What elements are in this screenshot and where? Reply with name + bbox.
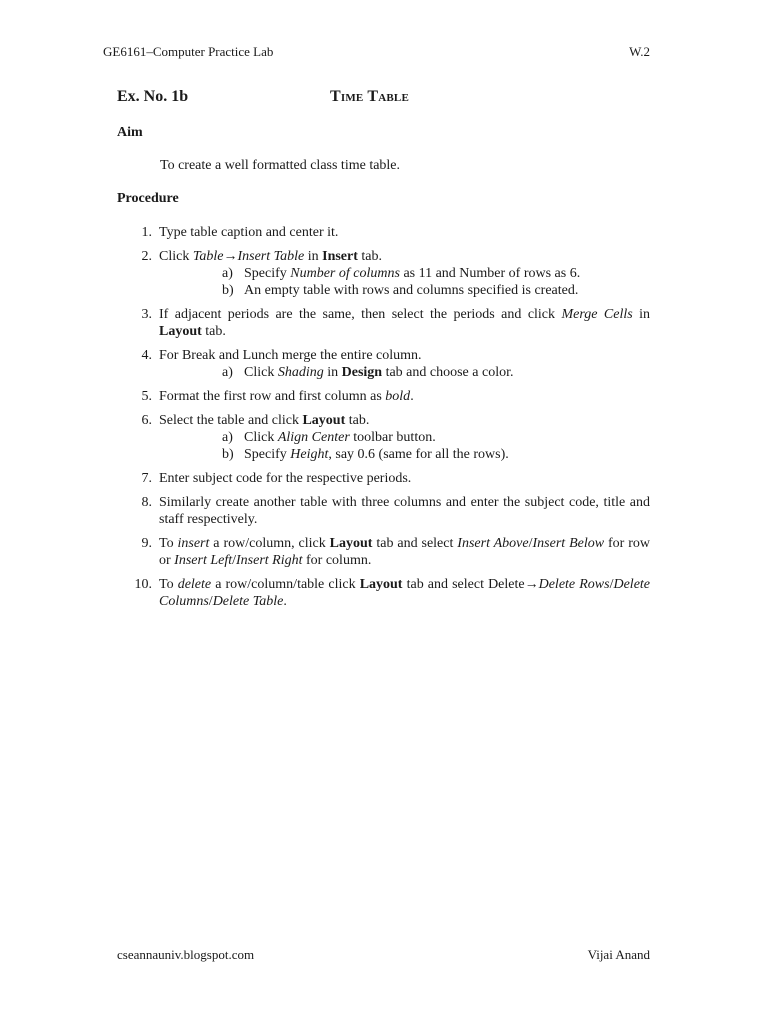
substep-6a [159, 429, 650, 446]
substep-letter: a) [222, 430, 233, 445]
substep-text: Click [244, 365, 278, 380]
format-name: bold [385, 389, 411, 404]
step-text: Similarly create another table with three columns and enter the subject code, title and staff respectively. [159, 495, 650, 527]
step-text: for column. [302, 553, 372, 568]
step-text: tab and select [372, 536, 458, 551]
command-name: Delete Columns [159, 577, 651, 609]
step-number: 5. [141, 389, 152, 404]
aim-heading: Aim [117, 125, 143, 140]
arrow-icon: → [524, 577, 539, 592]
substep-letter: a) [222, 266, 233, 281]
substep-letter: b) [222, 447, 234, 462]
command-name: Merge Cells [561, 307, 633, 322]
step-text: in [304, 249, 323, 264]
step-text: for row or [159, 536, 651, 568]
step-text: Click [159, 249, 193, 264]
step-text: in [632, 307, 651, 322]
tab-name-insert: Insert [322, 249, 358, 264]
step-9 [117, 535, 650, 569]
tab-name-layout: Layout [302, 413, 346, 428]
substep-text: Specify [244, 266, 291, 281]
step-text: . [410, 389, 414, 404]
step-text: Format the first row and first column as [159, 389, 386, 404]
tab-name-layout: Layout [159, 324, 202, 339]
step-1 [117, 224, 650, 241]
tab-name-layout: Layout [359, 577, 403, 592]
step-8 [117, 494, 650, 528]
footer-author: Vijai Anand [587, 947, 650, 962]
procedure-heading: Procedure [117, 191, 179, 206]
step-number: 7. [141, 471, 152, 486]
substep-letter: b) [222, 283, 234, 298]
step-text: tab. [345, 413, 370, 428]
footer-website: cseannauniv.blogspot.com [117, 947, 255, 962]
step-text: Type table caption and center it. [159, 225, 339, 240]
step-7 [117, 470, 650, 487]
action-name: insert [177, 536, 210, 551]
step-text: To [159, 577, 178, 592]
step-number: 4. [141, 348, 152, 363]
step-number: 9. [141, 536, 152, 551]
separator: / [232, 553, 237, 568]
step-text: If adjacent periods are the same, then select the periods and click [159, 307, 562, 322]
substep-text: , say 0.6 (same for all the rows). [328, 447, 509, 462]
step-text: a row/column, click [209, 536, 330, 551]
substep-text: Click [244, 430, 278, 445]
step-10 [117, 576, 650, 610]
tab-name-layout: Layout [329, 536, 373, 551]
exercise-title: Time Table [330, 88, 410, 105]
step-2 [117, 248, 650, 299]
step-text: tab. [357, 249, 383, 264]
step-number: 1. [141, 225, 152, 240]
substep-letter: a) [222, 365, 233, 380]
step-text: For Break and Lunch merge the entire column. [159, 348, 422, 363]
substep-text: in [323, 365, 342, 380]
substep-4a [159, 364, 650, 381]
step-text: Enter subject code for the respective periods. [159, 471, 412, 486]
substep-text: An empty table with rows and columns specified is created. [244, 283, 579, 298]
option-name: Number of columns [290, 266, 400, 281]
exercise-number: Ex. No. 1b [117, 88, 189, 105]
step-text: tab. [201, 324, 226, 339]
separator: / [528, 536, 533, 551]
step-number: 2. [141, 249, 152, 264]
step-text: a row/column/table click [211, 577, 360, 592]
command-name: Insert Above [457, 536, 529, 551]
substep-text: as 11 and Number of rows as 6. [399, 266, 581, 281]
command-name: Insert Right [236, 553, 303, 568]
aim-text: To create a well formatted class time table. [160, 158, 401, 173]
arrow-icon: → [223, 249, 238, 264]
header-page-number: W.2 [629, 44, 650, 59]
step-number: 3. [141, 307, 152, 322]
tab-name-design: Design [341, 365, 383, 380]
option-name: Height [290, 447, 329, 462]
step-number: 8. [141, 495, 152, 510]
command-name: Delete Table [212, 594, 284, 609]
procedure-list [117, 224, 650, 617]
step-number: 10. [134, 577, 152, 592]
command-name: Insert Left [174, 553, 233, 568]
action-name: delete [177, 577, 212, 592]
separator: / [208, 594, 213, 609]
substep-2a [159, 265, 650, 282]
step-3 [117, 306, 650, 340]
step-text: Select the table and click [159, 413, 303, 428]
command-name: Insert Below [532, 536, 605, 551]
substep-2b [159, 282, 650, 299]
substep-text: tab and choose a color. [382, 365, 514, 380]
separator: / [609, 577, 614, 592]
command-name: Shading [277, 365, 324, 380]
substep-text: Specify [244, 447, 291, 462]
step-6 [117, 412, 650, 463]
button-name: Align Center [277, 430, 350, 445]
step-number: 6. [141, 413, 152, 428]
menu-name-table: Table [192, 249, 224, 264]
step-4 [117, 347, 650, 381]
step-text: . [283, 594, 287, 609]
substep-6b [159, 446, 650, 463]
command-name: Delete Rows [538, 577, 610, 592]
header-course-title: GE6161–Computer Practice Lab [103, 44, 274, 59]
step-5 [117, 388, 650, 405]
step-text: To [159, 536, 178, 551]
menu-name-insert-table: Insert Table [237, 249, 305, 264]
substep-text: toolbar button. [349, 430, 436, 445]
step-text: tab and select Delete [402, 577, 525, 592]
